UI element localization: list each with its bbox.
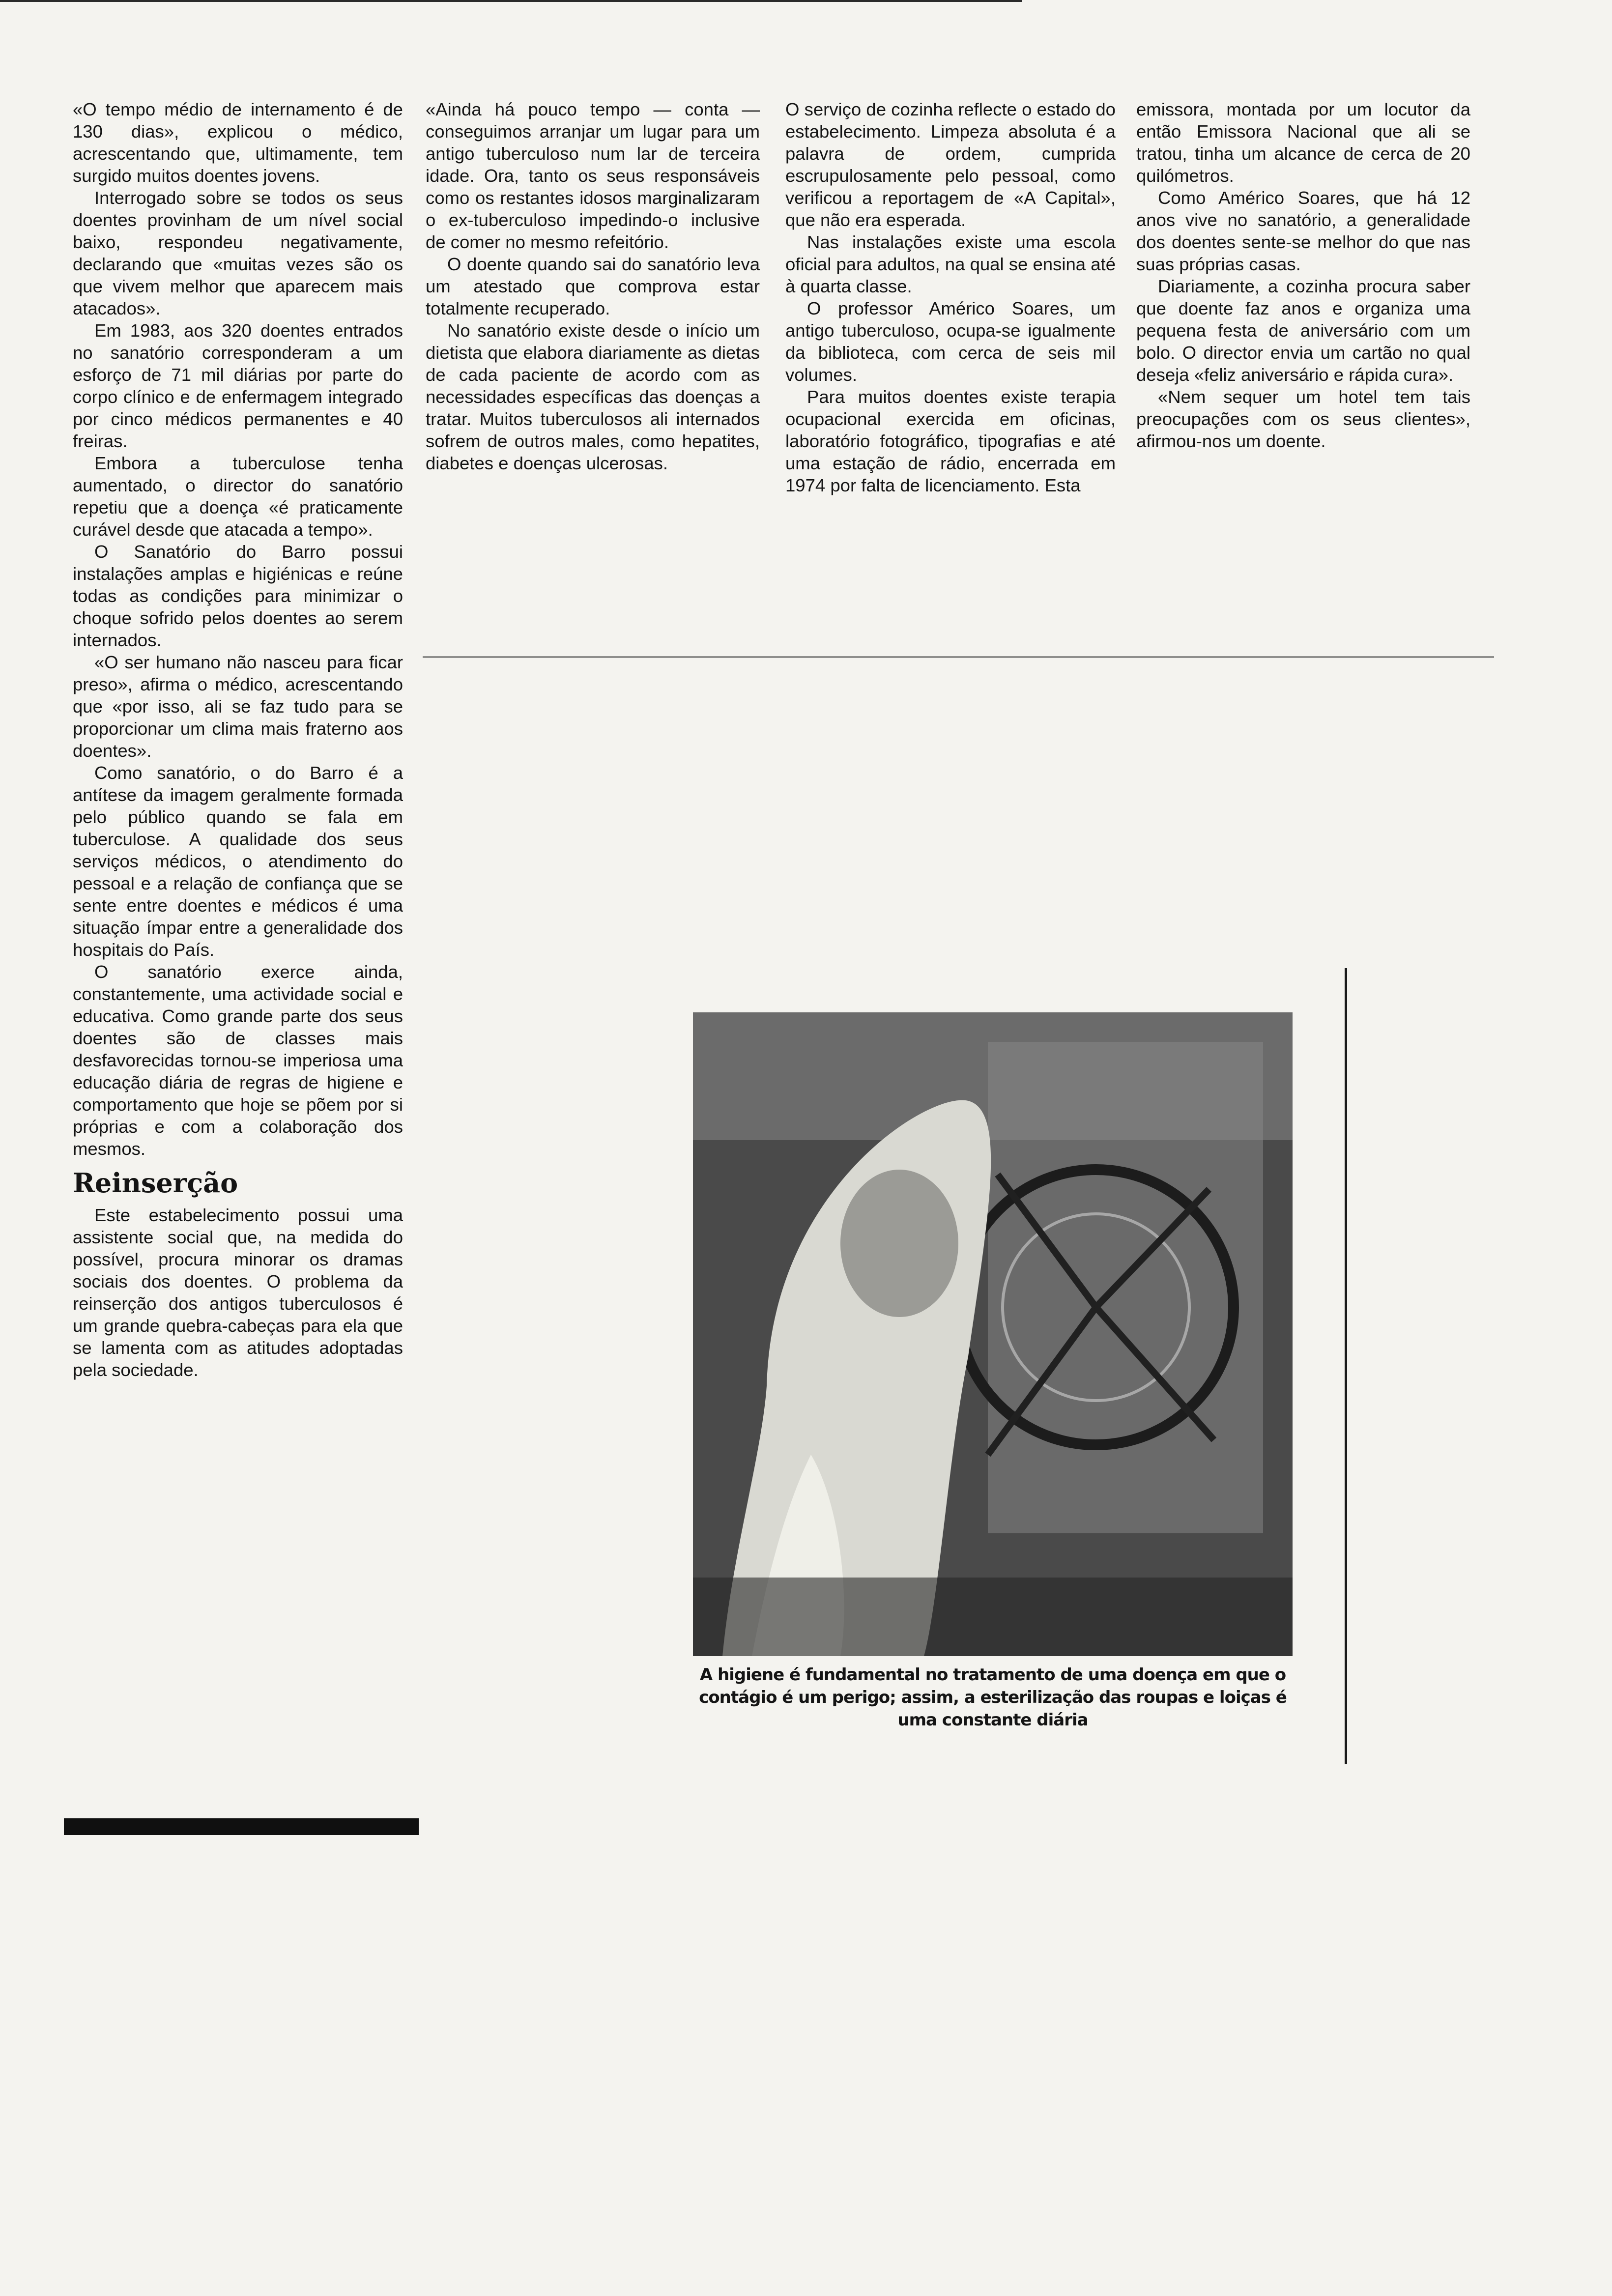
article-column-4 (1136, 98, 1470, 452)
paragraph: «Nem sequer um hotel tem tais preocupações com os seus clientes», afirmou-nos um doente. (1136, 387, 1470, 451)
article-column-3 (785, 98, 1116, 496)
section-heading: Reinserção (73, 1167, 238, 1199)
paragraph: Para muitos doentes existe terapia ocupacional exercida em oficinas, laboratório fotográfico, tipografias e até uma estação de rádio, encerrada em 1974 por falta de licenciamento. Esta (785, 387, 1116, 495)
photo-caption: A higiene é fundamental no tratamento de uma doença em que o contágio é um perigo; assim, a esterilização das roupas e loiças é uma constante diária (699, 1665, 1287, 1730)
paragraph: Este estabelecimento possui uma assistente social que, na medida do possível, procura minorar os dramas sociais dos doentes. O problema da reinserção dos antigos tuberculosos é um grande quebra-cabeças para ela que se lamenta com as atitudes adoptadas pela sociedade. (73, 1205, 403, 1380)
paragraph: Diariamente, a cozinha procura saber que doente faz anos e organiza uma pequena festa de aniversário com um bolo. O director envia um cartão no qual deseja «feliz aniversário e rápida cura». (1136, 276, 1470, 385)
paragraph: «Ainda há pouco tempo — conta — conseguimos arranjar um lugar para um antigo tuberculoso num lar de terceira idade. Ora, tanto os seus responsáveis como os restantes idosos marginalizaram o ex-tuberculoso impedindo-o inclusive de comer no mesmo refeitório. (426, 99, 760, 252)
photo-illustration (693, 1012, 1293, 1656)
vertical-rule (1345, 968, 1347, 1764)
paragraph: Como Américo Soares, que há 12 anos vive no sanatório, a generalidade dos doentes sente-se melhor do que nas suas próprias casas. (1136, 188, 1470, 274)
paragraph: «O tempo médio de internamento é de 130 dias», explicou o médico, acrescentando que, ultimamente, tem surgido muitos doentes jovens. (73, 99, 403, 186)
paragraph: O serviço de cozinha reflecte o estado do estabelecimento. Limpeza absoluta é a palavra de ordem, cumprida escrupulosamente pelo pessoal, como verificou a reportagem de «A Capital», que não era esperada. (785, 99, 1116, 230)
paragraph: Nas instalações existe uma escola oficial para adultos, na qual se ensina até à quarta classe. (785, 232, 1116, 296)
news-photo (693, 1012, 1293, 1656)
paragraph: O professor Américo Soares, um antigo tuberculoso, ocupa-se igualmente da biblioteca, com cerca de seis mil volumes. (785, 298, 1116, 385)
top-rule (0, 0, 1022, 2)
paragraph: Como sanatório, o do Barro é a antítese da imagem geralmente formada pelo público quando se fala em tuberculose. A qualidade dos seus serviços médicos, o atendimento do pessoal e a relação de confiança que se sente entre doentes e médicos é uma situação ímpar entre a generalidade dos hospitais do País. (73, 763, 403, 960)
paragraph: O doente quando sai do sanatório leva um atestado que comprova estar totalmente recuperado. (426, 254, 760, 318)
paragraph: O Sanatório do Barro possui instalações amplas e higiénicas e reúne todas as condições para minimizar o choque sofrido pelos doentes ao serem internados. (73, 542, 403, 650)
end-of-article-bar (64, 1818, 419, 1835)
paragraph: Interrogado sobre se todos os seus doentes provinham de um nível social baixo, respondeu negativamente, declarando que «muitas vezes são os que vivem melhor que aparecem mais atacados». (73, 188, 403, 318)
column-cut-line (423, 656, 1494, 658)
paragraph: No sanatório existe desde o início um dietista que elabora diariamente as dietas de cada paciente de acordo com as necessidades específicas das doenças a tratar. Muitos tuberculosos ali internados sofrem de outros males, como hepatites, diabetes e doenças ulcerosas. (426, 320, 760, 473)
paragraph: «O ser humano não nasceu para ficar preso», afirma o médico, acrescentando que «por isso, ali se faz tudo para se proporcionar um clima mais fraterno aos doentes». (73, 652, 403, 761)
article-column-1 (73, 98, 403, 1381)
paragraph: O sanatório exerce ainda, constantemente, uma actividade social e educativa. Como grande parte dos seus doentes são de classes mais desfavorecidas tornou-se imperiosa uma educação diária de regras de higiene e comportamento que hoje se põem por si próprias e com a colaboração dos mesmos. (73, 962, 403, 1159)
paragraph: Embora a tuberculose tenha aumentado, o director do sanatório repetiu que a doença «é praticamente curável desde que atacada a tempo». (73, 453, 403, 540)
paragraph: Em 1983, aos 320 doentes entrados no sanatório corresponderam a um esforço de 71 mil diárias por parte do corpo clínico e de enfermagem integrado por cinco médicos permanentes e 40 freiras. (73, 320, 403, 451)
article-column-2 (426, 98, 760, 474)
paragraph: emissora, montada por um locutor da então Emissora Nacional que ali se tratou, tinha um alcance de cerca de 20 quilómetros. (1136, 99, 1470, 186)
